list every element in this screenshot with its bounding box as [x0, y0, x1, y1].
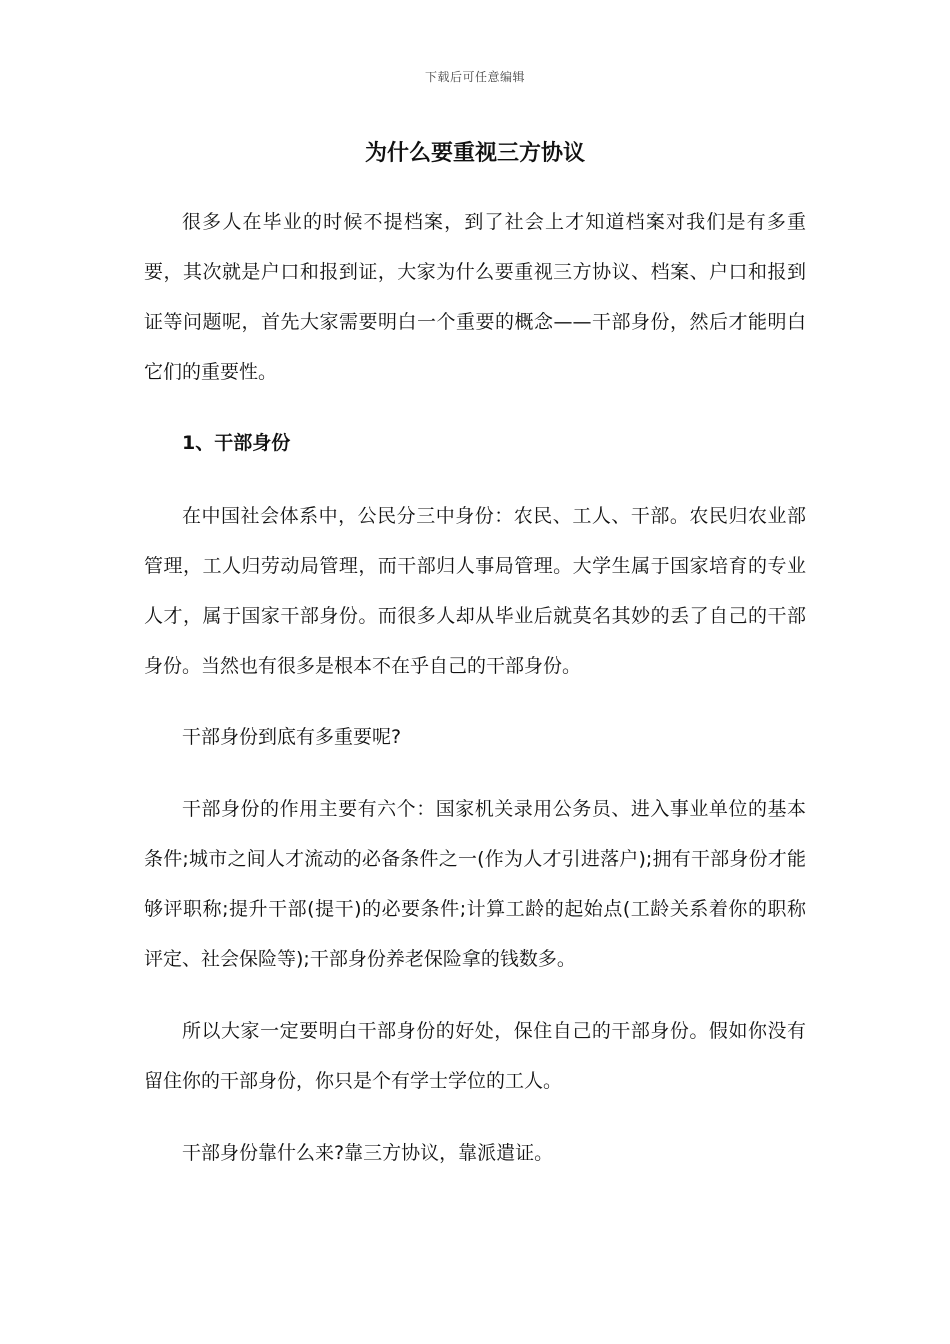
paragraph-source: 干部身份靠什么来?靠三方协议，靠派遣证。 — [182, 1142, 554, 1164]
paragraph-question: 干部身份到底有多重要呢? — [182, 726, 402, 748]
paragraph-conclusion: 所以大家一定要明白干部身份的好处，保住自己的干部身份。假如你没有留住你的干部身份，你只是个有学士学位的工人。 — [144, 1020, 806, 1092]
paragraph-social-system: 在中国社会体系中，公民分三中身份：农民、工人、干部。农民归农业部管理，工人归劳动局管理，而干部归人事局管理。大学生属于国家培育的专业人才，属于国家干部身份。而很多人却从毕业后就莫名其妙的丢了自己的干部身份。当然也有很多是根本不在乎自己的干部身份。 — [144, 505, 806, 677]
paragraph-intro: 很多人在毕业的时候不提档案，到了社会上才知道档案对我们是有多重要，其次就是户口和报到证，大家为什么要重视三方协议、档案、户口和报到证等问题呢，首先大家需要明白一个重要的概念——干部身份，然后才能明白它们的重要性。 — [144, 211, 806, 383]
paragraph-functions: 干部身份的作用主要有六个：国家机关录用公务员、进入事业单位的基本条件;城市之间人才流动的必备条件之一(作为人才引进落户);拥有干部身份才能够评职称;提升干部(提干)的必要条件;计算工龄的起始点(工龄关系着你的职称评定、社会保险等);干部身份养老保险拿的钱数多。 — [144, 798, 806, 970]
section-heading-cadre-status: 1、干部身份 — [182, 432, 291, 454]
document-title: 为什么要重视三方协议 — [364, 141, 585, 166]
header-note: 下载后可任意编辑 — [424, 70, 525, 84]
